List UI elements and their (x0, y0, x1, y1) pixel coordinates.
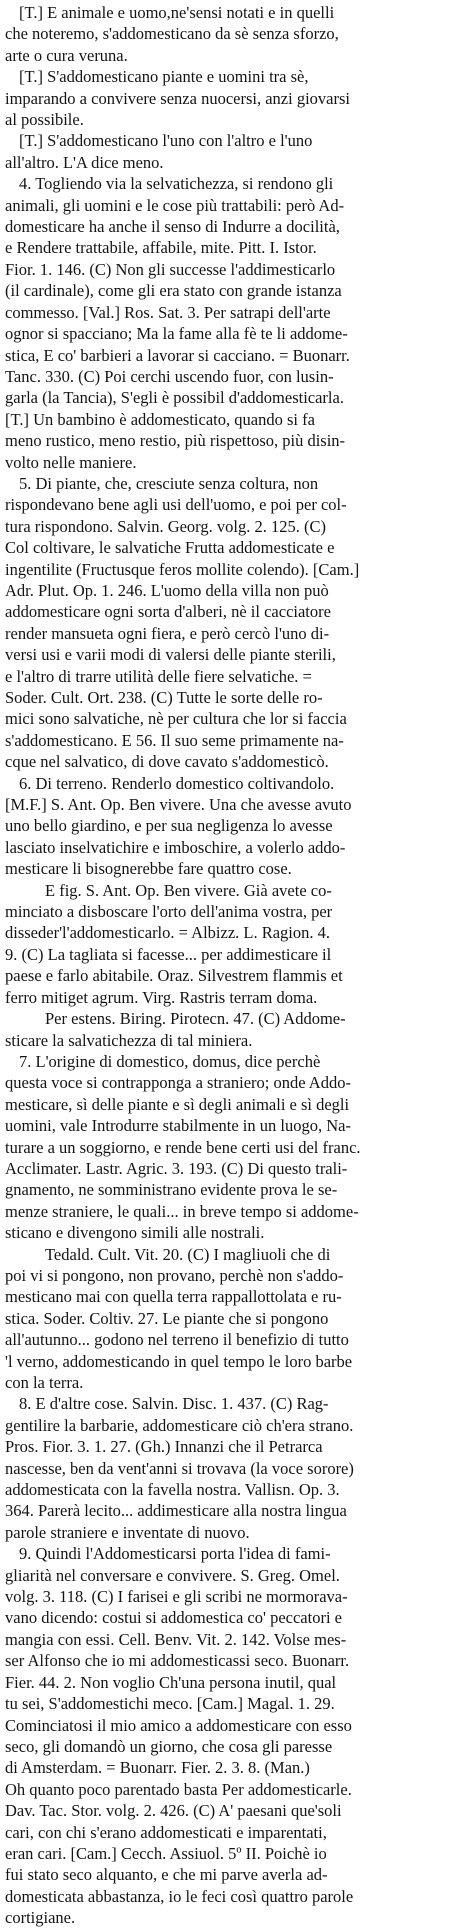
text-line: Pros. Fior. 3. 1. 27. (Gh.) Innanzi che il Petrarca (5, 1437, 323, 1457)
text-line: eran cari. [Cam.] Cecch. Assiuol. 5º II. Poichè io (5, 1843, 327, 1863)
text-line: mangia con essi. Cell. Benv. Vit. 2. 142. Volse mes- (5, 1629, 347, 1649)
text-line: paese e farlo abitabile. Oraz. Silvestrem flammis et (5, 966, 343, 986)
text-line: al possibile. (5, 110, 84, 130)
text-line: ingentilite (Fructusque feros mollite colendo). [Cam.] (5, 559, 360, 579)
text-line: fui stato seco alquanto, e che mi parve averla ad- (5, 1865, 328, 1885)
text-line: lasciato inselvatichire e imboschire, a volerlo addo- (5, 837, 346, 857)
text-line: Per estens. Biring. Pirotecn. 47. (C) Addome- (45, 1009, 346, 1029)
text-line: [T.] S'addomesticano l'uno con l'altro e l'uno (19, 131, 313, 151)
entry-paragraph-sense-9 (5, 1543, 465, 1928)
text-line: e Rendere trattabile, affabile, mite. Pitt. I. Istor. (5, 238, 317, 258)
text-line: addomesticata con la favella nostra. Vallisn. Op. 3. (5, 1480, 340, 1500)
text-line: E fig. S. Ant. Op. Ben vivere. Già avete co- (45, 880, 332, 900)
text-line: tu sei, S'addomestichi meco. [Cam.] Magal. 1. 29. (5, 1694, 335, 1714)
text-line: mesticare li bisognerebbe fare quattro cose. (5, 859, 292, 879)
text-line: menze straniere, le quali... in breve tempo si addome- (5, 1201, 359, 1221)
text-line: Dav. Tac. Stor. volg. 2. 426. (C) A' paesani que'soli (5, 1801, 342, 1821)
text-line: gnamento, ne somministrano evidente prova le se- (5, 1180, 338, 1200)
text-line: all'autunno... godono nel terreno il benefizio di tutto (5, 1330, 349, 1350)
text-line: stica, E co' barbieri a lavorar si cacciano. = Buonarr. (5, 345, 350, 365)
text-line: ognor si spacciano; Ma la fame alla fè te li addome- (5, 324, 348, 344)
entry-paragraph-T-note-3 (5, 130, 465, 173)
text-line: 364. Parerà lecito... addimesticare alla nostra lingua (5, 1501, 347, 1521)
text-line: arte o cura veruna. (5, 45, 128, 65)
text-line: Adr. Plut. Op. 1. 246. L'uomo della villa non può (5, 580, 329, 600)
text-line: rispondevano bene agli usi dell'uomo, e poi per col- (5, 495, 347, 515)
text-line: tura rispondono. Salvin. Georg. volg. 2. 125. (C) (5, 516, 326, 536)
text-line: gliarità nel conversare e convivere. S. Greg. Omel. (5, 1565, 340, 1585)
text-line: ser Alfonso che io mi addomesticassi seco. Buonarr. (5, 1651, 350, 1671)
text-line: 6. Di terreno. Renderlo domestico coltivandolo. (19, 773, 335, 793)
text-line: uomini, vale Introdurre stabilmente in un luogo, Na- (5, 1116, 351, 1136)
entry-paragraph-sense-4 (5, 173, 465, 473)
entry-paragraph-sense-5 (5, 473, 465, 773)
text-line: volto nelle maniere. (5, 452, 137, 472)
text-line: mesticare, sì delle piante e sì degli animali e sì degli (5, 1094, 350, 1114)
text-line: cque nel salvatico, di dove cavato s'addomesticò. (5, 752, 329, 772)
text-line: cortigiane. (5, 1908, 76, 1928)
text-line: [T.] S'addomesticano piante e uomini tra sè, (19, 67, 309, 87)
text-line: di Amsterdam. = Buonarr. Fier. 2. 3. 8. (Man.) (5, 1758, 310, 1778)
text-line: 5. Di piante, che, cresciute senza coltura, non (19, 473, 319, 493)
text-line: Fior. 1. 146. (C) Non gli successe l'addimesticarlo (5, 259, 336, 279)
text-line: sticano e divengono simili alle nostrali. (5, 1223, 265, 1243)
text-line: all'altro. L'A dice meno. (5, 152, 164, 172)
text-line: questa voce si contrapponga a straniero; onde Addo- (5, 1073, 351, 1093)
text-line: addomesticare ogni sorta d'alberi, nè il cacciatore (5, 602, 331, 622)
text-line: con la terra. (5, 1373, 84, 1392)
text-line: [T.] Un bambino è addomesticato, quando si fa (5, 409, 315, 429)
text-line: che noteremo, s'addomesticano da sè senza sforzo, (5, 24, 339, 44)
entry-paragraph-sense-6-est (5, 1008, 465, 1051)
entry-paragraph-T-note-1 (5, 2, 465, 66)
text-line: 7. L'origine di domestico, domus, dice perchè (19, 1051, 321, 1071)
text-line: [T.] E animale e uomo,ne'sensi notati e in quelli (19, 3, 335, 22)
text-line: 4. Togliendo via la selvatichezza, si rendono gli (19, 174, 334, 194)
text-line: Acclimater. Lastr. Agric. 3. 193. (C) Di questo trali- (5, 1158, 348, 1178)
entry-paragraph-sense-6-fig (5, 880, 465, 1008)
text-line: (il cardinale), come gli era stato con grande istanza (5, 281, 342, 301)
text-line: render mansueta ogni fiera, e però cercò l'uno di- (5, 623, 330, 643)
text-line: imparando a convivere senza nuocersi, anzi giovarsi (5, 88, 350, 108)
text-line: Tedald. Cult. Vit. 20. (C) I magliuoli che di (45, 1244, 331, 1264)
text-line: domesticare ha anche il senso di Indurre a docilità, (5, 217, 340, 237)
text-line: disseder'l'addomesticarlo. = Albizz. L. Ragion. 4. (5, 923, 331, 943)
text-line: poi vi si pongono, non provano, perchè non s'addo- (5, 1265, 344, 1285)
text-line: stica. Soder. Coltiv. 27. Le piante che si pongono (5, 1308, 329, 1328)
text-line: [M.F.] S. Ant. Op. Ben vivere. Una che avesse avuto (5, 795, 352, 815)
text-line: uno bello giardino, e per sua negligenza lo avesse (5, 816, 333, 836)
text-line: parole straniere e inventate di nuovo. (5, 1522, 250, 1542)
text-line: e l'altro di trarre utilità delle fiere selvatiche. = (5, 666, 312, 686)
text-line: minciato a disboscare l'orto dell'anima vostra, per (5, 902, 333, 922)
text-line: mici sono salvatiche, nè per cultura che lor si faccia (5, 709, 347, 729)
text-line: Tanc. 330. (C) Poi cerchi uscendo fuor, con lusin- (5, 366, 334, 386)
entry-paragraph-T-note-2 (5, 66, 465, 130)
text-line: s'addomesticano. E 56. Il suo seme primamente na- (5, 730, 344, 750)
text-line: 9. Quindi l'Addomesticarsi porta l'idea di fami- (19, 1544, 331, 1564)
text-line: versi usi e varii modi di valersi delle piante sterili, (5, 645, 336, 665)
text-line: animali, gli uomini e le cose più trattabili: però Ad- (5, 195, 345, 215)
text-line: nascesse, ben da vent'anni si trovava (la voce sorore) (5, 1458, 354, 1478)
text-line: 'l verno, addomesticando in quel tempo le loro barbe (5, 1351, 353, 1371)
entry-paragraph-sense-7-b (5, 1244, 465, 1394)
text-line: meno rustico, meno restio, più rispettoso, più disin- (5, 431, 346, 451)
text-line: Fier. 44. 2. Non voglio Ch'una persona inutil, qual (5, 1672, 337, 1692)
text-line: ferro mitiget agrum. Virg. Rastris terram doma. (5, 987, 318, 1007)
text-line: mesticano mai con quella terra rappallottolata e ru- (5, 1287, 342, 1307)
text-line: commesso. [Val.] Ros. Sat. 3. Per satrapi dell'arte (5, 302, 331, 322)
text-line: gentilire la barbarie, addomesticare ciò ch'era strano. (5, 1415, 354, 1435)
text-line: garla (la Tancia), S'egli è possibil d'addomesticarla. (5, 388, 344, 408)
entry-paragraph-sense-7 (5, 1051, 465, 1244)
text-line: sticare la salvatichezza di tal miniera. (5, 1030, 253, 1050)
text-line: vano dicendo: costui si addomestica co' peccatori e (5, 1608, 342, 1628)
text-line: Col coltivare, le salvatiche Frutta addomesticate e (5, 538, 335, 558)
entry-paragraph-sense-6 (5, 773, 465, 880)
text-line: Soder. Cult. Ort. 238. (C) Tutte le sorte delle ro- (5, 688, 323, 707)
text-line: turare a un soggiorno, e rende bene certi usi del franc. (5, 1137, 361, 1157)
text-line: seco, gli domandò un giorno, che cosa gli paresse (5, 1736, 333, 1756)
text-line: cari, con chi s'erano addomesticati e imparentati, (5, 1822, 327, 1842)
entry-paragraph-sense-8 (5, 1393, 465, 1543)
text-line: Cominciatosi il mio amico a addomesticare con esso (5, 1715, 352, 1735)
text-line: volg. 3. 118. (C) I farisei e gli scribi ne mormorava- (5, 1587, 348, 1607)
text-line: 8. E d'altre cose. Salvin. Disc. 1. 437. (C) Rag- (19, 1394, 329, 1414)
text-line: Oh quanto poco parentado basta Per addomesticarle. (5, 1779, 352, 1799)
text-line: domesticata abbastanza, io le feci così quattro parole (5, 1886, 354, 1906)
text-line: 9. (C) La tagliata si facesse... per addimesticare il (5, 944, 332, 964)
